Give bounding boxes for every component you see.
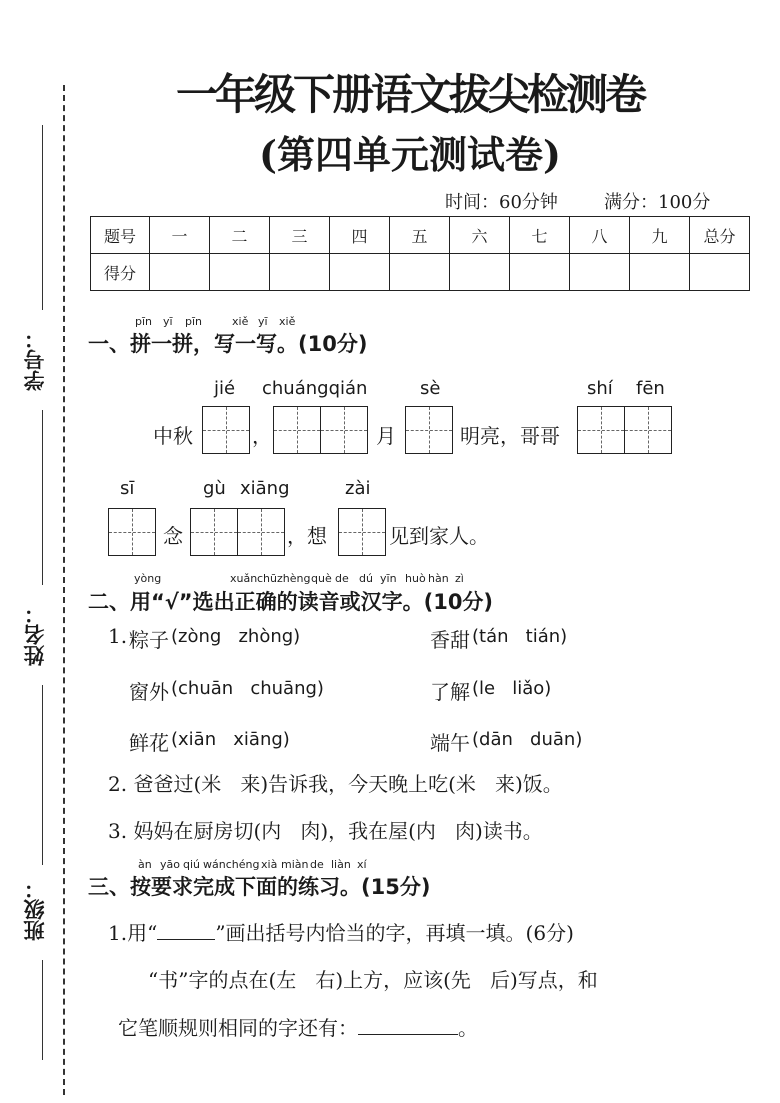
- name-line: [42, 685, 43, 865]
- page-title: 一年级下册语文拔尖检测卷: [175, 70, 644, 119]
- options-zongzi[interactable]: (zòng zhòng): [171, 626, 301, 647]
- section2-ruby-8: huò: [405, 572, 426, 585]
- score-input-cell[interactable]: [570, 254, 630, 291]
- full-score-label: 满分：100分: [604, 192, 711, 213]
- score-input-cell[interactable]: [330, 254, 390, 291]
- options-xiangtian[interactable]: (tán tián): [472, 626, 568, 647]
- text-nian: 念: [163, 524, 183, 548]
- page-subtitle: (第四单元测试卷): [259, 132, 561, 177]
- word-xiangtian: 香甜: [430, 628, 470, 652]
- section1-ruby-1: pīn: [135, 315, 153, 328]
- table-cell: 六: [450, 217, 510, 254]
- table-cell: 四: [330, 217, 390, 254]
- section3-ruby-5: xià: [261, 858, 278, 871]
- score-input-cell[interactable]: [450, 254, 510, 291]
- section3-ruby-8: liàn: [331, 858, 351, 871]
- writing-grid-guxiang[interactable]: [190, 508, 285, 556]
- word-liaojie: 了解: [430, 680, 470, 704]
- class-line: [42, 960, 43, 1060]
- text-mingliang: 明亮，哥哥: [460, 424, 560, 448]
- section3-ruby-6: miàn: [281, 858, 309, 871]
- section3-ruby-1: àn: [138, 858, 152, 871]
- table-cell: 八: [570, 217, 630, 254]
- name-label: 姓名：: [23, 603, 47, 667]
- class-label: 班级：: [23, 878, 47, 942]
- question-2[interactable]: 2. 爸爸过(米 来)告诉我，今天晚上吃(米 来)饭。: [108, 772, 563, 796]
- score-input-cell[interactable]: [690, 254, 750, 291]
- underline-sample: [157, 939, 215, 940]
- score-input-cell[interactable]: [390, 254, 450, 291]
- section1-ruby-4: xiě: [232, 315, 249, 328]
- student-id-line-lower: [42, 410, 43, 585]
- text-zhongqiu: 中秋: [153, 424, 193, 448]
- table-cell: 二: [210, 217, 270, 254]
- section3-ruby-3: qiú: [183, 858, 201, 871]
- pinyin-gu: gù: [203, 478, 226, 499]
- pinyin-fen: fēn: [636, 378, 665, 399]
- table-cell: 题号: [91, 217, 150, 254]
- section1-ruby-5: yī: [258, 315, 268, 328]
- writing-grid-si[interactable]: [108, 508, 156, 556]
- pinyin-chuangqian: chuángqián: [262, 378, 368, 399]
- table-cell: 总分: [690, 217, 750, 254]
- answer-blank[interactable]: [358, 1034, 458, 1035]
- word-xianhua: 鲜花: [129, 731, 169, 755]
- text-yue: 月: [376, 424, 396, 448]
- score-table-score-row: [91, 254, 750, 291]
- section2-heading: 二、用“√”选出正确的读音或汉字。(10分): [88, 590, 494, 614]
- q1-instruction: ”画出括号内恰当的字，再填一填。(6分): [215, 921, 574, 945]
- pinyin-zai: zài: [345, 478, 371, 499]
- word-chuangwai: 窗外: [129, 680, 169, 704]
- pinyin-shi: shí: [587, 378, 613, 399]
- section2-ruby-yong: yòng: [134, 572, 162, 585]
- score-input-cell[interactable]: [630, 254, 690, 291]
- score-table-header-row: [91, 217, 750, 254]
- section2-ruby-5: de: [335, 572, 349, 585]
- section3-q1-line2[interactable]: “书”字的点在(左 右)上方，应该(先 后)写点，和: [148, 968, 598, 992]
- q1-line3-text: 它笔顺规则相同的字还有：: [118, 1016, 358, 1040]
- table-cell: 五: [390, 217, 450, 254]
- options-liaojie[interactable]: (le liǎo): [472, 678, 552, 699]
- writing-grid-jie[interactable]: [202, 406, 250, 454]
- section2-ruby-9: hàn: [428, 572, 449, 585]
- options-chuangwai[interactable]: (chuān chuāng): [171, 678, 324, 699]
- word-duanwu: 端午: [430, 731, 470, 755]
- section2-ruby-4: què: [311, 572, 332, 585]
- pinyin-se: sè: [420, 378, 441, 399]
- section2-ruby-7: yīn: [380, 572, 397, 585]
- table-cell: 一: [150, 217, 210, 254]
- table-cell: 七: [510, 217, 570, 254]
- section2-ruby-10: zì: [455, 572, 464, 585]
- table-cell: 三: [270, 217, 330, 254]
- writing-grid-shifen[interactable]: [577, 406, 672, 454]
- score-table: [90, 216, 750, 291]
- text-jiandao: 见到家人。: [389, 524, 489, 548]
- section3-ruby-9: xí: [357, 858, 367, 871]
- options-xianhua[interactable]: (xiān xiāng): [171, 729, 290, 750]
- score-input-cell[interactable]: [510, 254, 570, 291]
- section3-heading: 三、按要求完成下面的练习。(15分): [88, 875, 431, 899]
- binding-dashed-line: [63, 85, 65, 1095]
- q1-prefix: 1.用“: [108, 921, 158, 945]
- text-xiang: ，想: [287, 524, 327, 548]
- pinyin-xiang: xiāng: [240, 478, 290, 499]
- section2-ruby-1: xuǎn: [230, 572, 258, 585]
- question-3[interactable]: 3. 妈妈在厨房切(内 肉)，我在屋(内 肉)读书。: [108, 819, 543, 843]
- pinyin-jie: jié: [214, 378, 236, 399]
- options-duanwu[interactable]: (dān duān): [472, 729, 583, 750]
- section1-ruby-3: pīn: [185, 315, 203, 328]
- table-cell: 九: [630, 217, 690, 254]
- q1-number: 1.: [108, 624, 128, 648]
- section3-ruby-2: yāo: [160, 858, 180, 871]
- writing-grid-zai[interactable]: [338, 508, 386, 556]
- section1-heading: 一、拼一拼，写一写。(10分): [88, 332, 368, 356]
- q1-line3-end: 。: [458, 1016, 478, 1040]
- table-cell: 得分: [91, 254, 150, 291]
- section3-ruby-4: wánchéng: [203, 858, 260, 871]
- writing-grid-se[interactable]: [405, 406, 453, 454]
- student-id-label: 学号：: [23, 328, 47, 392]
- writing-grid-chuangqian[interactable]: [273, 406, 368, 454]
- section3-q1-line3: [118, 1012, 478, 1041]
- score-input-cell[interactable]: [270, 254, 330, 291]
- text-comma: ，: [252, 424, 272, 448]
- section1-ruby-6: xiě: [279, 315, 296, 328]
- word-zongzi: 粽子: [129, 628, 169, 652]
- section2-ruby-6: dú: [359, 572, 373, 585]
- section3-ruby-7: de: [310, 858, 324, 871]
- pinyin-si: sī: [120, 478, 135, 499]
- section2-ruby-2: chū: [257, 572, 277, 585]
- section2-ruby-3: zhèng: [277, 572, 311, 585]
- score-input-cell[interactable]: [150, 254, 210, 291]
- time-label: 时间：60分钟: [445, 192, 558, 213]
- section3-q1: [108, 917, 574, 946]
- score-input-cell[interactable]: [210, 254, 270, 291]
- section1-ruby-2: yī: [163, 315, 173, 328]
